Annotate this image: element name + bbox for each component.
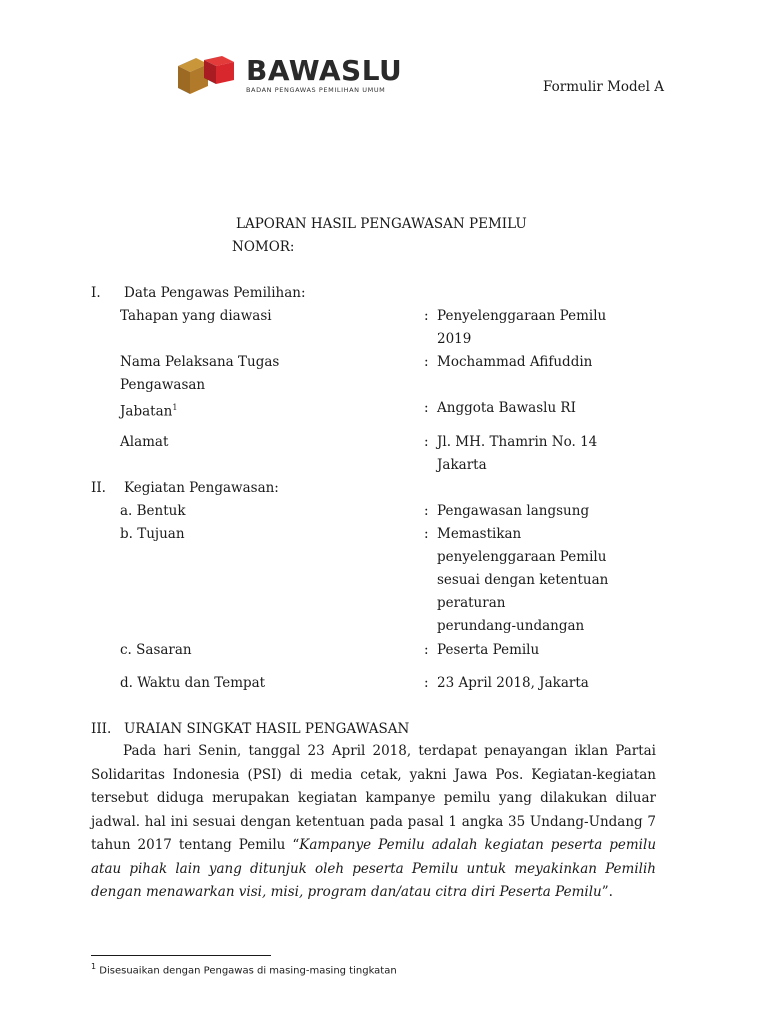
logo-wordmark: BAWASLU <box>246 54 403 87</box>
field-value-tujuan-line: perundang-undangan <box>437 618 585 634</box>
section-2-number: II. <box>91 480 106 496</box>
form-model-label: Formulir Model A <box>543 79 665 95</box>
field-value-tahapan: Penyelenggaraan Pemilu <box>437 308 607 324</box>
paragraph-end: ”. <box>601 884 613 900</box>
field-label-nama-cont: Pengawasan <box>120 377 206 393</box>
footnote-divider <box>91 955 271 956</box>
section-2-heading: Kegiatan Pengawasan: <box>124 480 279 496</box>
field-value-jabatan: Anggota Bawaslu RI <box>437 400 576 416</box>
paragraph-text: Pada hari Senin, tanggal 23 April 2018, terdapat penayangan iklan Partai Solidaritas Indonesia (PSI) di media cetak, yakni Jawa Pos. Kegiatan-kegiatan tersebut diduga merupakan kegiatan kampanye pemilu yang dilakukan diluar jadwal. hal ini sesuai dengan ketentuan pada pasal 1 angka 35 Undang-Undang 7 tahun 2017 tentang Pemilu “ <box>91 743 656 853</box>
report-title: LAPORAN HASIL PENGAWASAN PEMILU <box>236 216 527 232</box>
field-label-nama: Nama Pelaksana Tugas <box>120 354 280 370</box>
field-value-nama: Mochammad Afifuddin <box>437 354 593 370</box>
footnote <box>91 962 397 976</box>
field-value-alamat: Jl. MH. Thamrin No. 14 <box>437 434 598 450</box>
footnote-marker: 1 <box>91 962 97 971</box>
bawaslu-logo-icon <box>178 56 236 96</box>
section-3-number: III. <box>91 721 112 737</box>
colon: : <box>424 434 429 450</box>
colon: : <box>424 308 429 324</box>
field-label-jabatan: Jabatan$^1$ <box>120 403 178 420</box>
field-value-tujuan-line: sesuai dengan ketentuan <box>437 572 609 588</box>
colon: : <box>424 642 429 658</box>
section-1-number: I. <box>91 285 101 301</box>
field-value-sasaran: Peserta Pemilu <box>437 642 540 658</box>
field-value-alamat-cont: Jakarta <box>437 457 487 473</box>
field-label-tujuan: b. Tujuan <box>120 526 185 542</box>
field-value-tahapan-cont: 2019 <box>437 331 472 347</box>
footnote-text: Disesuaikan dengan Pengawas di masing-masing tingkatan <box>99 965 397 977</box>
field-label-waktu: d. Waktu dan Tempat <box>120 675 266 691</box>
field-value-tujuan-line: penyelenggaraan Pemilu <box>437 549 607 565</box>
paragraph-quote: Kampanye Pemilu adalah kegiatan peserta pemilu atau pihak lain yang ditunjuk oleh peserta Pemilu untuk meyakinkan Pemilih dengan menawarkan visi, misi, program dan/atau citra diri Peserta Pemilu <box>91 837 657 900</box>
field-value-tujuan-line: Memastikan <box>437 526 522 542</box>
field-label-alamat: Alamat <box>120 434 169 450</box>
section-3-paragraph <box>91 740 656 905</box>
colon: : <box>424 400 429 416</box>
footnote-ref[interactable]: 1 <box>172 403 178 412</box>
field-value-tujuan-line: peraturan <box>437 595 506 611</box>
colon: : <box>424 354 429 370</box>
colon: : <box>424 675 429 691</box>
colon: : <box>424 503 429 519</box>
report-number: NOMOR: <box>232 239 295 255</box>
field-label-tahapan: Tahapan yang diawasi <box>120 308 272 324</box>
logo-subtitle: BADAN PENGAWAS PEMILIHAN UMUM <box>246 86 386 94</box>
field-label-sasaran: c. Sasaran <box>120 642 192 658</box>
field-value-bentuk: Pengawasan langsung <box>437 503 590 519</box>
section-3-heading: URAIAN SINGKAT HASIL PENGAWASAN <box>124 721 410 737</box>
field-label-bentuk: a. Bentuk <box>120 503 186 519</box>
field-value-waktu: 23 April 2018, Jakarta <box>437 675 589 691</box>
section-1-heading: Data Pengawas Pemilihan: <box>124 285 306 301</box>
colon: : <box>424 526 429 542</box>
